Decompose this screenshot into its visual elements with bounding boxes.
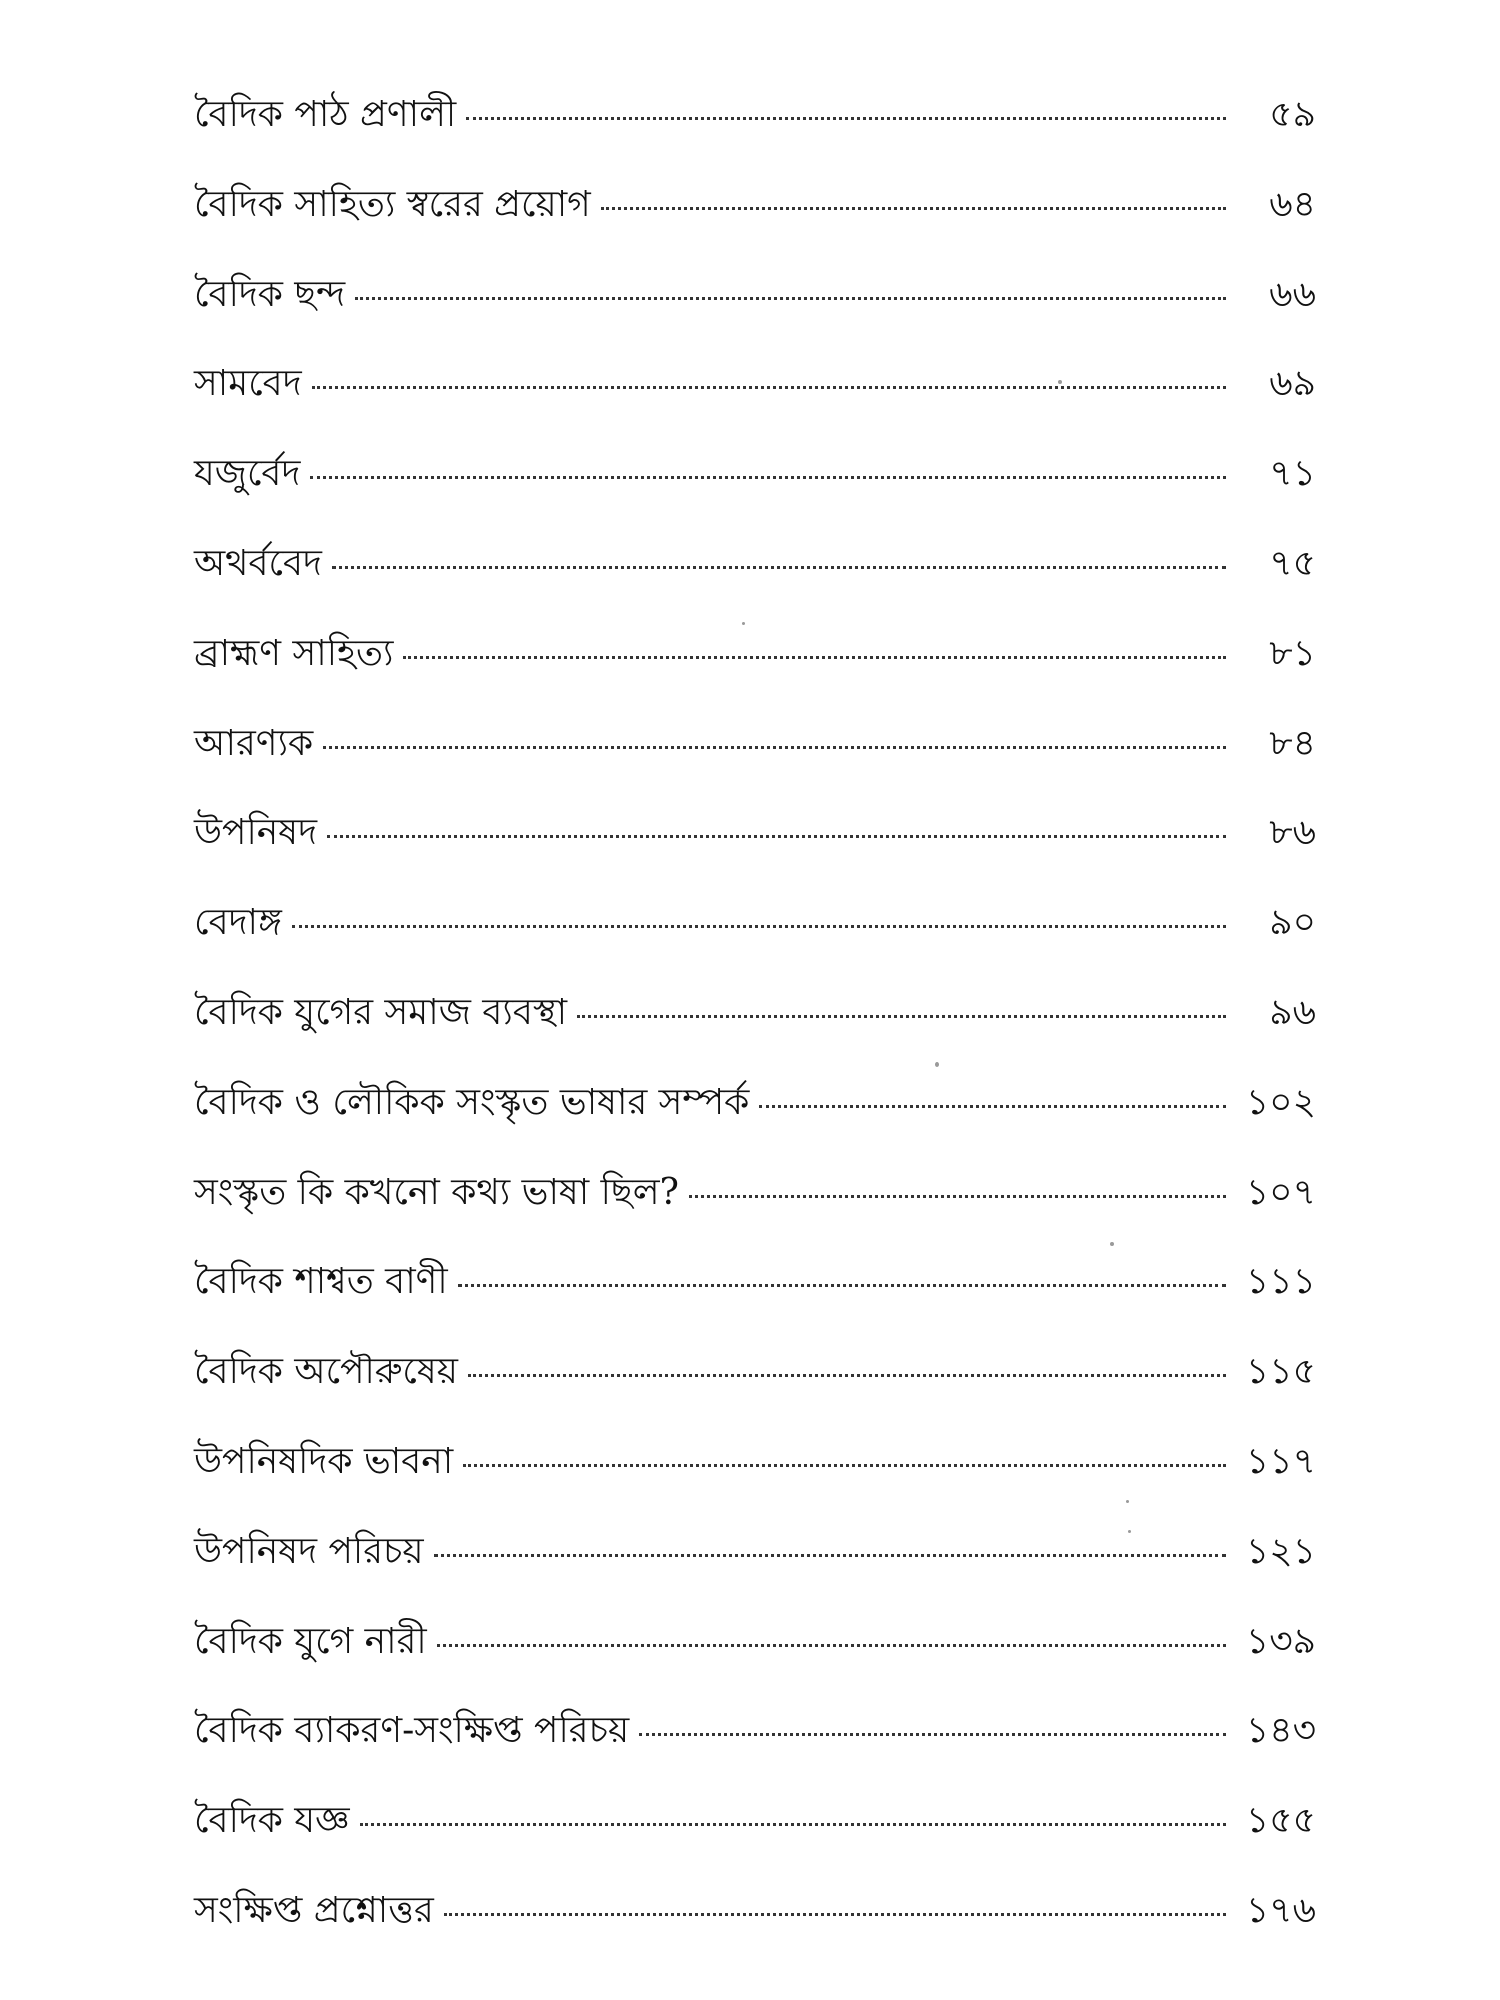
toc-entry (194, 1532, 1316, 1622)
toc-entry-page: ৬৪ (1269, 183, 1316, 225)
toc-entry-title: বৈদিক পাঠ প্রণালী (194, 94, 457, 135)
toc-entry-title: সংক্ষিপ্ত প্রশ্নোত্তর (194, 1889, 434, 1931)
toc-entry-page: ৬৬ (1269, 273, 1316, 315)
toc-entry-title: বৈদিক ও লৌকিক সংস্কৃত ভাষার সম্পর্ক (194, 1081, 750, 1123)
toc-entry (194, 1891, 1316, 1981)
toc-entry-page: ১০২ (1245, 1081, 1316, 1123)
dot-leader (759, 1105, 1226, 1108)
toc-entry-title: বৈদিক যজ্ঞ (194, 1800, 350, 1842)
toc-entry (194, 1352, 1316, 1442)
toc-entry-title: সামবেদ (194, 363, 302, 405)
dot-leader (437, 1644, 1226, 1647)
dot-leader (355, 297, 1226, 300)
toc-entry (194, 903, 1316, 993)
toc-entry (194, 364, 1316, 454)
toc-entry (194, 993, 1316, 1083)
toc-entry-page: ৮৬ (1269, 812, 1316, 854)
toc-entry-page: ১২১ (1245, 1530, 1316, 1572)
scan-speck (1110, 1242, 1114, 1246)
toc-entry (194, 1711, 1316, 1801)
toc-entry-page: ১১১ (1245, 1261, 1316, 1303)
toc-entry-page: ৮১ (1269, 632, 1316, 674)
dot-leader (463, 1464, 1226, 1467)
toc-entry-page: ৫৯ (1269, 94, 1316, 135)
toc-entry-title: যজুর্বেদ (194, 453, 301, 495)
toc-entry-page: ১০৭ (1245, 1171, 1316, 1213)
dot-leader (327, 835, 1226, 838)
toc-entry (194, 1442, 1316, 1532)
toc-entry-title: বৈদিক যুগের সমাজ ব্যবস্থা (194, 991, 568, 1033)
dot-leader (332, 566, 1226, 569)
toc-entry-page: ১৭৬ (1245, 1889, 1316, 1931)
dot-leader (601, 207, 1226, 210)
toc-entry-page: ৮৪ (1269, 722, 1316, 764)
toc-entry-page: ৯৬ (1269, 991, 1316, 1033)
dot-leader (323, 746, 1226, 749)
toc-entry-page: ৬৯ (1269, 363, 1316, 405)
toc-entry (194, 1262, 1316, 1352)
toc-entry (194, 544, 1316, 634)
dot-leader (403, 656, 1226, 659)
toc-entry-page: ১৫৫ (1245, 1800, 1316, 1842)
dot-leader (444, 1913, 1226, 1916)
toc-entry-title: আরণ্যক (194, 722, 314, 764)
dot-leader (639, 1733, 1226, 1736)
dot-leader (312, 386, 1226, 389)
toc-entry (194, 1083, 1316, 1173)
toc-entry (194, 1173, 1316, 1263)
scan-speck (742, 622, 745, 625)
toc-entry-title: উপনিষদ পরিচয় (194, 1530, 424, 1572)
toc-entry (194, 275, 1316, 365)
toc-entry-title: সংস্কৃত কি কখনো কথ্য ভাষা ছিল? (194, 1171, 679, 1213)
toc-entry (194, 1622, 1316, 1712)
toc-entry-page: ১১৭ (1245, 1440, 1316, 1482)
toc-entry (194, 454, 1316, 544)
dot-leader (292, 925, 1226, 928)
toc-entry-title: বৈদিক অপৌরুষেয় (194, 1351, 458, 1393)
toc-entry-page: ৭৫ (1269, 542, 1316, 584)
toc-entry-title: বৈদিক যুগে নারী (194, 1620, 427, 1662)
dot-leader (310, 476, 1226, 479)
toc-entry-title: উপনিষদ (194, 812, 318, 854)
scan-speck (1058, 380, 1062, 384)
scan-speck (935, 1062, 939, 1067)
dot-leader (434, 1554, 1226, 1557)
dot-leader (458, 1284, 1226, 1287)
dot-leader (360, 1823, 1226, 1826)
toc-entry (194, 1801, 1316, 1891)
toc-entry (194, 724, 1316, 814)
toc-entry-page: ১৩৯ (1245, 1620, 1316, 1662)
scan-speck (1128, 1530, 1131, 1533)
toc-entry-title: ব্রাহ্মণ সাহিত্য (194, 632, 394, 674)
toc-entry-title: বৈদিক সাহিত্য স্বরের প্রয়োগ (194, 183, 591, 225)
dot-leader (466, 117, 1226, 120)
toc-entry (194, 634, 1316, 724)
toc-entry (194, 185, 1316, 275)
toc-entry-page: ১৪৩ (1245, 1710, 1316, 1752)
toc-entry (194, 95, 1316, 185)
toc-entry-page: ৯০ (1269, 902, 1316, 944)
toc-entry-title: বৈদিক শাশ্বত বাণী (194, 1261, 448, 1303)
toc-entry-title: অথর্ববেদ (194, 542, 322, 584)
toc-entry (194, 813, 1316, 903)
toc-entry-title: বৈদিক ছন্দ (194, 273, 346, 315)
dot-leader (468, 1374, 1226, 1377)
toc-entry-page: ৭১ (1269, 453, 1316, 495)
toc-entry-title: উপনিষদিক ভাবনা (194, 1440, 454, 1482)
toc-entry-title: বৈদিক ব্যাকরণ-সংক্ষিপ্ত পরিচয় (194, 1710, 630, 1752)
dot-leader (689, 1195, 1226, 1198)
dot-leader (577, 1015, 1226, 1018)
scan-speck (1126, 1500, 1129, 1503)
table-of-contents (194, 95, 1316, 1981)
toc-entry-title: বেদাঙ্গ (194, 902, 282, 944)
toc-entry-page: ১১৫ (1245, 1351, 1316, 1393)
